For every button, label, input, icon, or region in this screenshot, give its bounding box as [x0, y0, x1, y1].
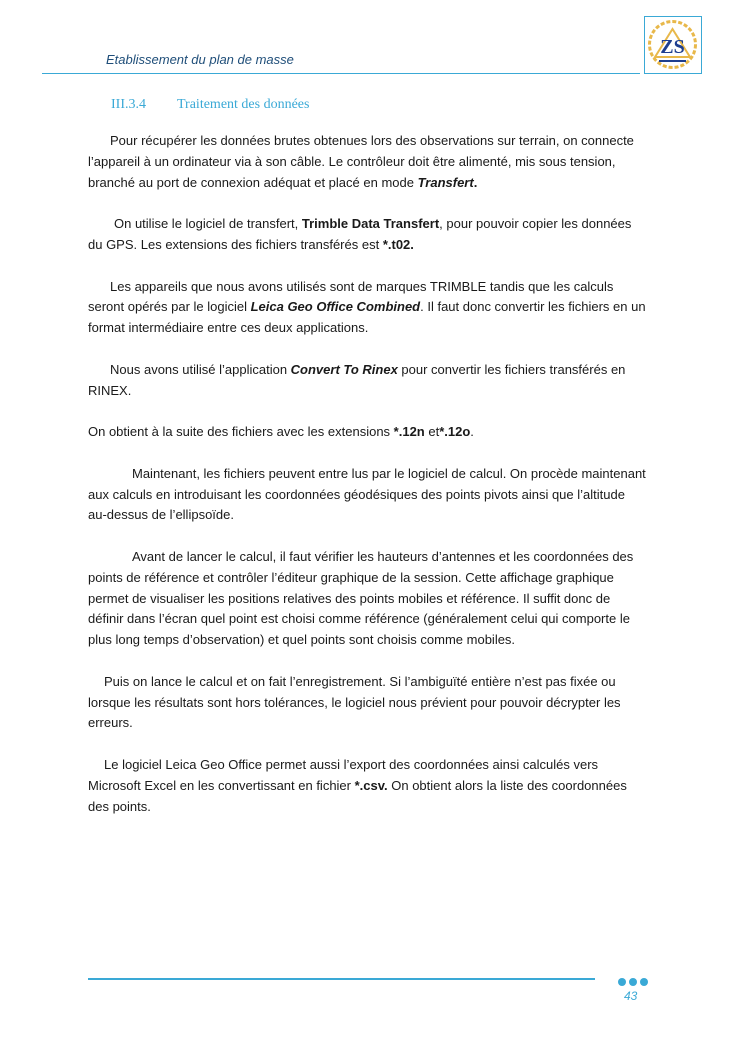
p4-emphasis: Convert To Rinex — [290, 361, 398, 377]
footer-dot — [640, 978, 648, 986]
paragraph-2 — [88, 214, 646, 256]
footer-dots-icon — [618, 978, 650, 988]
p5-tail: . — [470, 424, 474, 440]
p9-text: Le logiciel Leica Geo Office permet aussi l’export des coordonnées ainsi calculés vers Microsoft Excel en les convertissant en fichier — [88, 756, 599, 793]
p5-text: On obtient à la suite des fichiers avec les extensions — [88, 424, 394, 440]
body-text — [88, 131, 646, 838]
p2-strong: Trimble Data Transfert — [301, 216, 440, 232]
p3-tail: . Il faut donc convertir les fichiers en un format intermédiaire entre ces deux applications. — [88, 299, 646, 336]
section-number: III.3.4 — [111, 97, 146, 112]
footer-rule — [88, 978, 595, 980]
page-number: 43 — [624, 989, 638, 1003]
footer-dot — [629, 978, 637, 986]
paragraph-8: Puis on lance le calcul et on fait l’enregistrement. Si l’ambiguïté entière n’est pas fixée ou lorsque les résultats sont hors tolérances, le logiciel nous prévient pour pouvoir décrypter les erreurs. — [88, 673, 621, 731]
p9-extension: *.csv. — [354, 777, 388, 793]
p9-tail: On obtient alors la liste des coordonnées des points. — [88, 777, 627, 814]
paragraph-1 — [88, 131, 646, 193]
p5-mid: et — [424, 424, 440, 440]
paragraph-7: Avant de lancer le calcul, il faut vérifier les hauteurs d’antennes et les coordonnées des points de référence et contrôler l’éditeur graphique de la session. Cette affichage graphique permet de visualiser les positions relatives des points mobiles et référence. Il suffit donc de définir dans l’écran quel point est choisi comme référence (généralement celui qui comporte le plus long temps d’observation) et quel points sont choisis comme mobiles. — [88, 548, 634, 648]
paragraph-5 — [88, 422, 646, 443]
p5-extension-2: *.12o — [439, 424, 471, 440]
p5-extension-1: *.12n — [393, 424, 425, 440]
paragraph-4 — [88, 360, 646, 402]
institution-logo — [644, 16, 702, 74]
p4-text: Nous avons utilisé l’application — [110, 361, 291, 377]
paragraph-9 — [88, 755, 646, 817]
paragraph-3 — [88, 277, 646, 339]
p3-emphasis: Leica Geo Office Combined — [250, 299, 421, 315]
header-title: Etablissement du plan de masse — [106, 52, 294, 67]
paragraph-6: Maintenant, les fichiers peuvent entre lus par le logiciel de calcul. On procède maintenant aux calculs en introduisant les coordonnées géodésiques des points pivots ainsi que l’altitude au-dessus de l’ellipsoïde. — [88, 465, 646, 523]
p1-text: Pour récupérer les données brutes obtenues lors des observations sur terrain, on connecte l’appareil à un ordinateur via à son câble. Le contrôleur doit être alimenté, mis sous tension, branché au port de connexion adéquat et placé en mode — [88, 133, 634, 190]
p2-mid: , pour pouvoir copier les données du GPS. Les extensions des fichiers transférés est — [88, 216, 632, 252]
p3-text: Les appareils que nous avons utilisés sont de marques TRIMBLE tandis que les calculs seront opérés par le logiciel — [88, 278, 614, 315]
p2-extension: *.t02. — [382, 236, 414, 252]
p4-tail: pour convertir les fichiers transférés en RINEX. — [88, 361, 626, 398]
section-heading — [111, 97, 309, 113]
header-rule — [42, 73, 640, 74]
logo-letters: ZS — [660, 36, 685, 58]
p1-tail: . — [473, 174, 478, 190]
p2-text: On utilise le logiciel de transfert, — [114, 216, 302, 232]
p1-emphasis: Transfert — [417, 174, 474, 190]
logo-emblem-icon — [645, 17, 700, 72]
section-title: Traitement des données — [177, 97, 310, 112]
footer-dot — [618, 978, 626, 986]
